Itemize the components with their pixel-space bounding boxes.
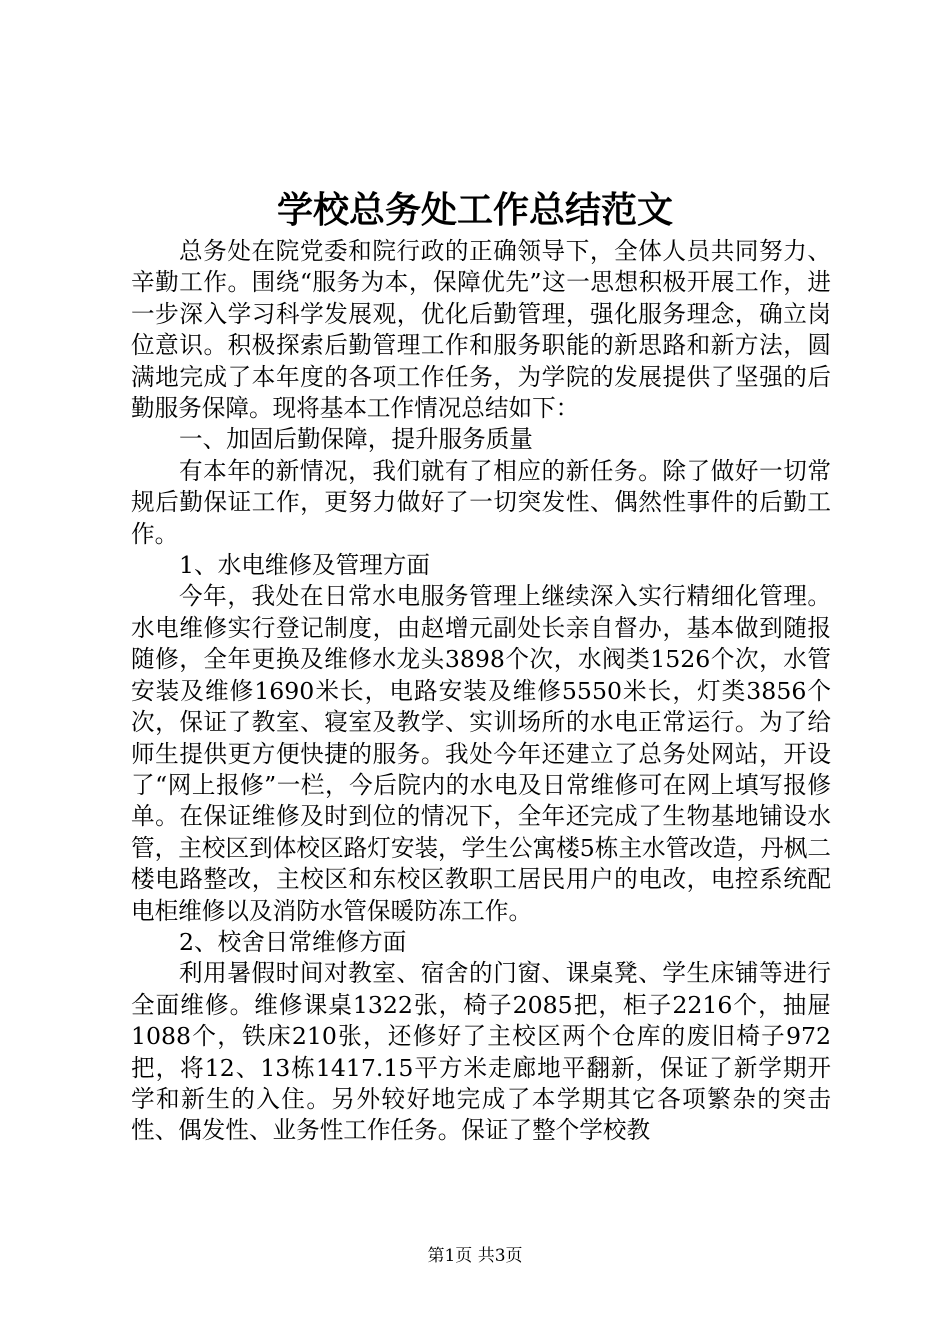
document-title: 学校总务处工作总结范文 — [276, 189, 673, 231]
section-1-paragraph: 有本年的新情况，我们就有了相应的新任务。除了做好一切常规后勤保证工作，更努力做好了一切突发性、偶然性事件的后勤工作。 — [131, 456, 831, 548]
document-body — [131, 236, 831, 1147]
page-number-footer: 第1页 共3页 — [427, 1246, 523, 1266]
subsection-heading-2: 2、校舍日常维修方面 — [179, 927, 407, 956]
subsection-heading-1: 1、水电维修及管理方面 — [179, 551, 430, 580]
section-heading-1: 一、加固后勤保障，提升服务质量 — [179, 425, 533, 454]
subsection-1-paragraph: 今年，我处在日常水电服务管理上继续深入实行精细化管理。水电维修实行登记制度，由赵增元副处长亲自督办，基本做到随报随修，全年更换及维修水龙头3898个次，水阀类1526个次，水管安装及维修1690米长，电路安装及维修5550米长，灯类3856个次，保证了教室、寝室及教学、实训场所的水电正常运行。为了给师生提供更方便快捷的服务。我处今年还建立了总务处网站，开设了“网上报修”一栏，今后院内的水电及日常维修可在网上填写报修单。在保证维修及时到位的情况下，全年还完成了生物基地铺设水管，主校区到体校区路灯安装，学生公寓楼5栋主水管改造，丹枫二楼电路整改，主校区和东校区教职工居民用户的电改，电控系统配电柜维修以及消防水管保暖防冻工作。 — [131, 582, 831, 925]
intro-paragraph: 总务处在院党委和院行政的正确领导下，全体人员共同努力、辛勤工作。围绕“服务为本，保障优先”这一思想积极开展工作，进一步深入学习科学发展观，优化后勤管理，强化服务理念，确立岗位意识。积极探索后勤管理工作和服务职能的新思路和新方法，圆满地完成了本年度的各项工作任务，为学院的发展提供了坚强的后勤服务保障。现将基本工作情况总结如下： — [131, 237, 831, 423]
subsection-2-paragraph: 利用暑假时间对教室、宿舍的门窗、课桌凳、学生床铺等进行全面维修。维修课桌1322张，椅子2085把，柜子2216个，抽屉1088个，铁床210张，还修好了主校区两个仓库的废旧椅子972把，将12、13栋1417.15平方米走廊地平翻新，保证了新学期开学和新生的入住。另外较好地完成了本学期其它各项繁杂的突击性、偶发性、业务性工作任务。保证了整个学校教 — [131, 959, 831, 1145]
